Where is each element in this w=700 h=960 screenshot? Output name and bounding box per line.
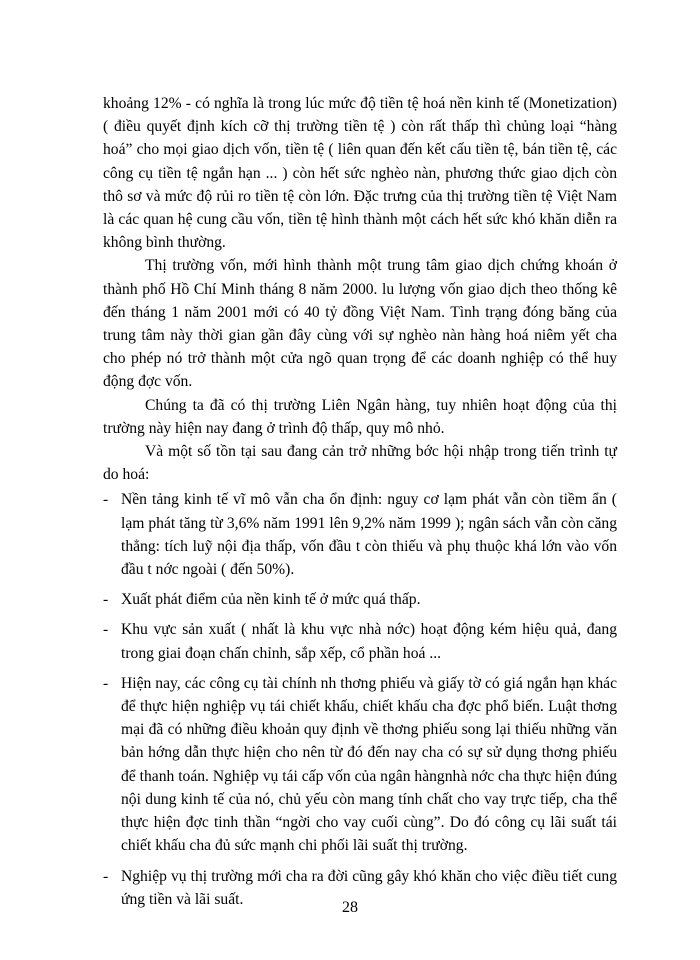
list-item (103, 588, 617, 611)
list-item-text: Xuất phát điểm của nền kinh tế ở mức quá thấp. (121, 591, 421, 609)
list-item-text: Khu vực sản xuất ( nhất là khu vực nhà nớc) hoạt động kém hiệu quả, đang trong giai đoạn chấn chỉnh, sắp xếp, cổ phần hoá ... (121, 621, 617, 662)
paragraph-capital-market: Thị trường vốn, mới hình thành một trung tâm giao dịch chứng khoán ở thành phố Hồ Chí Minh tháng 8 năm 2000. lu lượng vốn giao dịch theo thống kê đến tháng 1 năm 2001 mới có 40 tỷ đồng Việt Nam. Tình trạng đóng băng của trung tâm này thời gian gần đây cùng với sự nghèo nàn hàng hoá niêm yết cha cho phép nó trở thành một cửa ngõ quan trọng để các doanh nghiệp có thể huy động đợc vốn. (103, 257, 617, 391)
paragraph-interbank-market: Chúng ta đã có thị trường Liên Ngân hàng, tuy nhiên hoạt động của thị trường này hiện nay đang ở trình độ thấp, quy mô nhỏ. (103, 396, 617, 437)
page-number: 28 (342, 899, 358, 916)
bullet-marker: - (103, 591, 109, 609)
bullet-marker: - (103, 621, 109, 639)
bullet-marker: - (103, 867, 109, 885)
obstacles-list (103, 488, 617, 910)
list-item (103, 488, 617, 581)
bullet-marker: - (103, 491, 109, 509)
bullet-marker: - (103, 674, 109, 692)
list-item-text: Nghiệp vụ thị trường mới cha ra đời cũng gây khó khăn cho việc điều tiết cung ứng tiền và lãi suất. (121, 867, 617, 908)
list-item (103, 672, 617, 858)
paragraph-obstacles-intro: Và một số tồn tại sau đang cản trở những bớc hội nhập trong tiến trình tự do hoá: (103, 443, 617, 484)
list-item-text: Hiện nay, các công cụ tài chính nh thơng phiếu và giấy tờ có giá ngắn hạn khác để thực hiện nghiệp vụ tái chiết khấu, chiết khấu cha đợc phổ biến. Luật thơng mại đã có những điều khoản quy định về thơng phiếu song lại thiếu những văn bản hớng dẫn thực hiện cho nên từ đó đến nay cha có sự sử dụng thơng phiếu để thanh toán. Nghiệp vụ tái cấp vốn của ngân hàngnhà nớc cha thực hiện đúng nội dung kinh tế của nó, chủ yếu còn mang tính chất cho vay trực tiếp, cha thể thực hiện đợc tinh thần “ngời cho vay cuối cùng”. Do đó công cụ lãi suất tái chiết khấu cha đủ sức mạnh chi phối lãi suất thị trường. (121, 674, 617, 855)
paragraph-money-market: khoảng 12% - có nghĩa là trong lúc mức độ tiền tệ hoá nền kinh tế (Monetization) ( điều quyết định kích cỡ thị trường tiền tệ ) còn rất thấp thì chủng loại “hàng hoá” cho mọi giao dịch vốn, tiền tệ ( liên quan đến kết cấu tiền tệ, bán tiền tệ, các công cụ tiền tệ ngắn hạn ... ) còn hết sức nghèo nàn, phương thức giao dịch còn thô sơ và mức độ rủi ro tiền tệ còn lớn. Đặc trưng của thị trường tiền tệ Việt Nam là các quan hệ cung cầu vốn, tiền tệ hình thành một cách hết sức khó khăn diễn ra không bình thường. (103, 95, 617, 252)
list-item (103, 618, 617, 664)
document-body (103, 92, 617, 918)
list-item-text: Nền tảng kinh tế vĩ mô vẫn cha ổn định: nguy cơ lạm phát vẫn còn tiềm ẩn ( lạm phát tăng từ 3,6% năm 1991 lên 9,2% năm 1999 ); ngân sách vẫn còn căng thẳng: tích luỹ nội địa thấp, vốn đầu t còn thiếu và phụ thuộc khá lớn vào vốn đầu t nớc ngoài ( đến 50%). (121, 491, 617, 579)
